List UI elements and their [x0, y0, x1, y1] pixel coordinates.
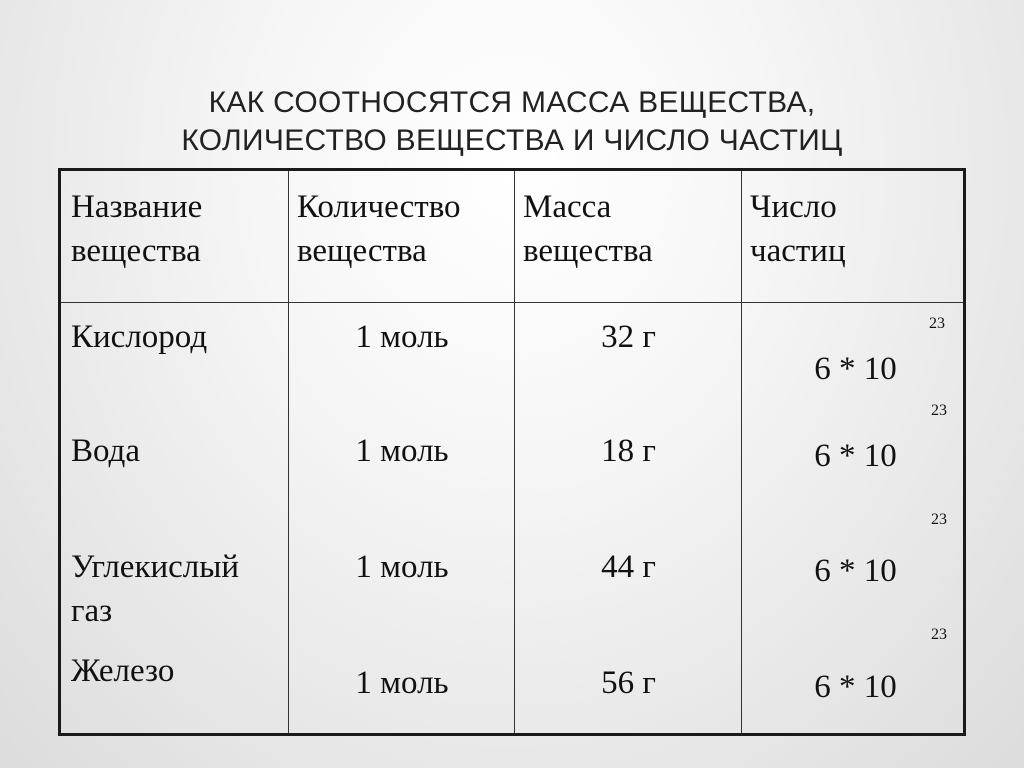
row-1-exponent: 23 [929, 315, 945, 332]
header-mass [523, 185, 653, 273]
row-2-mass: 18 г [601, 433, 656, 469]
header-particles-line2: частиц [750, 233, 846, 269]
row-4-amount: 1 моль [355, 665, 449, 701]
header-substance-name-line2: вещества [71, 233, 201, 269]
row-3-particles: 6 * 10 [814, 553, 897, 589]
row-2-amount: 1 моль [355, 433, 449, 469]
row-3-name: Углекислый газ [71, 549, 240, 629]
header-substance-name-line1: Название [71, 189, 203, 225]
row-2-particles: 6 * 10 [814, 438, 897, 474]
header-mass-line1: Масса [523, 189, 612, 225]
row-4-particles: 6 * 10 [814, 669, 897, 705]
header-particles [750, 185, 846, 273]
data-table [58, 168, 966, 736]
row-1-particles: 6 * 10 [814, 351, 897, 387]
slide-title [0, 84, 1024, 160]
row-3-exponent: 23 [931, 511, 947, 528]
row-1-name: Кислород [71, 319, 208, 355]
header-divider [61, 302, 963, 303]
row-3-mass: 44 г [601, 549, 656, 585]
row-1-mass: 32 г [601, 319, 656, 355]
slide-title-line-2: КОЛИЧЕСТВО ВЕЩЕСТВА И ЧИСЛО ЧАСТИЦ [181, 124, 843, 157]
header-particles-line1: Число [750, 189, 837, 225]
row-4-exponent: 23 [931, 626, 947, 643]
header-mass-line2: вещества [523, 233, 653, 269]
header-amount [297, 185, 461, 273]
row-1-amount: 1 моль [355, 319, 449, 355]
row-4-mass: 56 г [601, 665, 656, 701]
row-2-name: Вода [71, 433, 140, 469]
header-amount-line2: вещества [297, 233, 427, 269]
row-4-name: Железо [71, 653, 175, 689]
header-substance-name [71, 185, 202, 273]
slide-title-line-1: КАК СООТНОСЯТСЯ МАССА ВЕЩЕСТВА, [208, 86, 816, 119]
header-amount-line1: Количество [297, 189, 461, 225]
row-3-amount: 1 моль [355, 549, 449, 585]
row-2-exponent: 23 [931, 402, 947, 419]
